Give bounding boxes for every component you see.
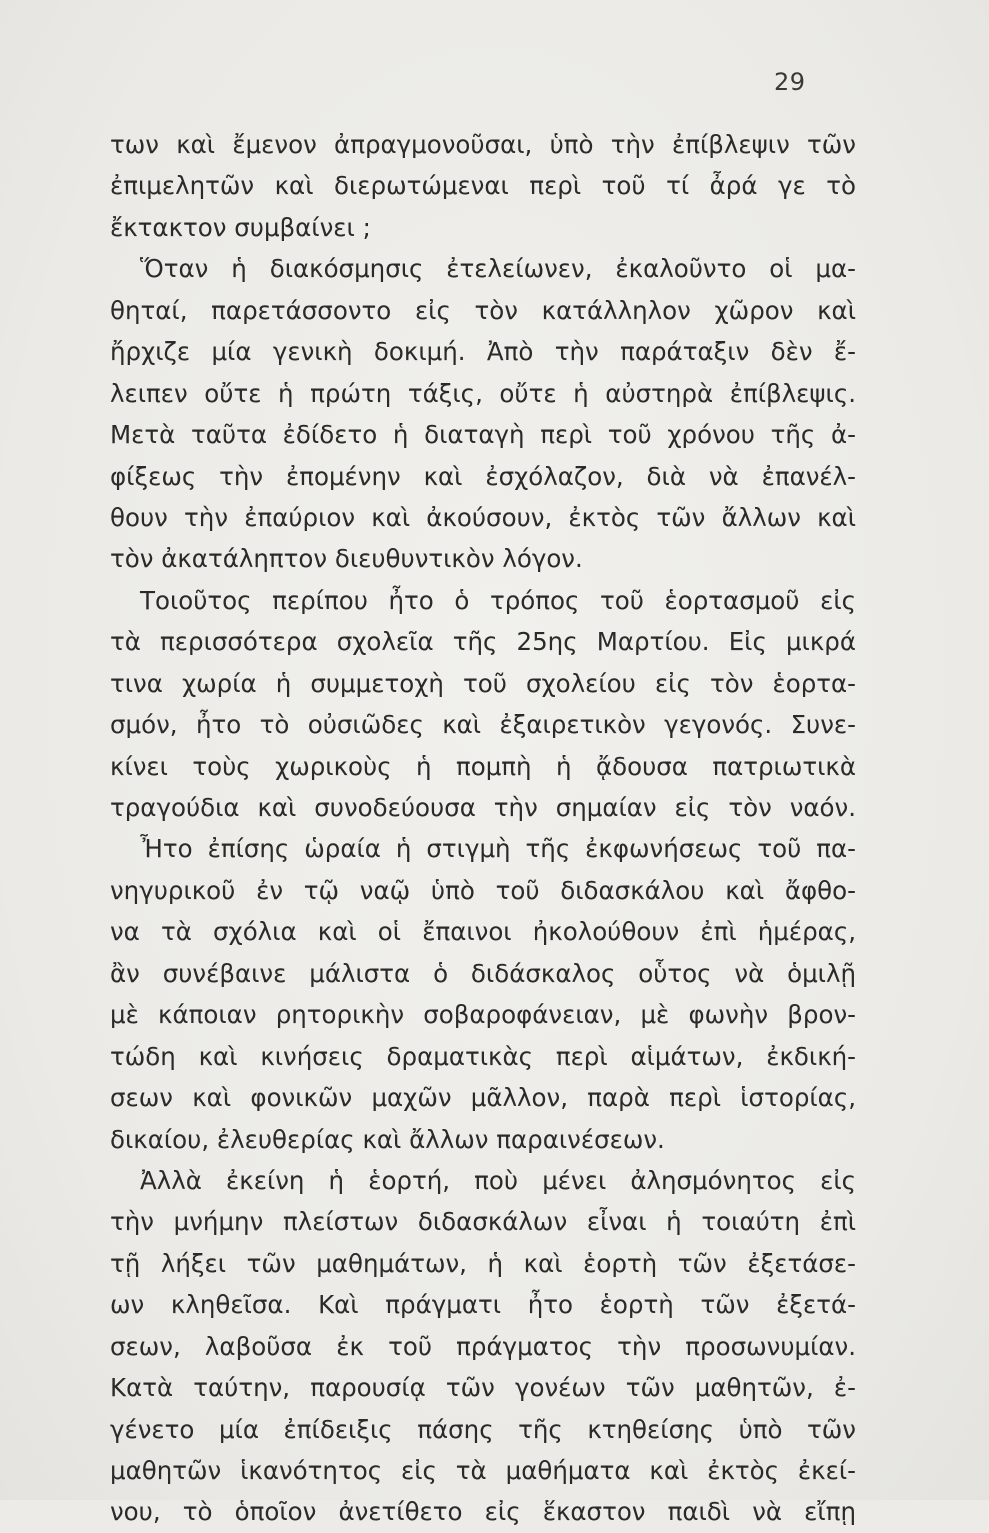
text-line: τὴν μνήμην πλείστων διδασκάλων εἶναι ἡ τοιαύτη ἐπὶ xyxy=(110,1207,856,1237)
page-number: 29 xyxy=(774,68,806,96)
text-line: Ἀλλὰ ἐκείνη ἡ ἑορτή, ποὺ μένει ἀλησμόνητος εἰς xyxy=(140,1165,856,1195)
text-line: θουν τὴν ἐπαύριον καὶ ἀκούσουν, ἐκτὸς τῶν ἄλλων καὶ xyxy=(110,502,856,532)
text-line: σεων καὶ φονικῶν μαχῶν μᾶλλον, παρὰ περὶ ἱστορίας, xyxy=(110,1083,856,1113)
text-line: σμόν, ἦτο τὸ οὐσιῶδες καὶ ἐξαιρετικὸν γεγονός. Συνε- xyxy=(110,710,856,740)
text-line: των καὶ ἔμενον ἀπραγμονοῦσαι, ὑπὸ τὴν ἐπίβλεψιν τῶν xyxy=(110,130,856,159)
text-line: τραγούδια καὶ συνοδεύουσα τὴν σημαίαν εἰς τὸν ναόν. xyxy=(110,793,856,822)
body-text xyxy=(110,124,856,1533)
text-line: να τὰ σχόλια καὶ οἱ ἔπαινοι ἠκολούθουν ἐπὶ ἡμέρας, xyxy=(110,917,856,947)
text-line: δικαίου, ἐλευθερίας καὶ ἄλλων παραινέσεων. xyxy=(110,1124,665,1154)
text-line: τώδη καὶ κινήσεις δραματικὰς περὶ αἱμάτων, ἐκδική- xyxy=(110,1041,856,1071)
text-line: ων κληθεῖσα. Καὶ πράγματι ἦτο ἑορτὴ τῶν ἐξετά- xyxy=(110,1290,856,1320)
text-line: νηγυρικοῦ ἐν τῷ ναῷ ὑπὸ τοῦ διδασκάλου καὶ ἄφθο- xyxy=(110,875,856,905)
text-line: ἐπιμελητῶν καὶ διερωτώμεναι περὶ τοῦ τί ἆρά γε τὸ xyxy=(110,171,856,201)
text-line: γένετο μία ἐπίδειξις πάσης τῆς κτηθείσης ὑπὸ τῶν xyxy=(110,1414,856,1444)
text-line: τὰ περισσότερα σχολεῖα τῆς 25ης Μαρτίου. Εἰς μικρά xyxy=(110,627,856,657)
text-line: Τοιοῦτος περίπου ἦτο ὁ τρόπος τοῦ ἑορτασμοῦ εἰς xyxy=(140,585,856,615)
text-line: ἂν συνέβαινε μάλιστα ὁ διδάσκαλος οὗτος νὰ ὁμιλῇ xyxy=(110,958,856,988)
text-line: ἤρχιζε μία γενικὴ δοκιμή. Ἀπὸ τὴν παράταξιν δὲν ἔ- xyxy=(110,337,856,367)
text-line: θηταί, παρετάσσοντο εἰς τὸν κατάλληλον χῶρον καὶ xyxy=(110,295,856,325)
text-line: κίνει τοὺς χωρικοὺς ἡ πομπὴ ἡ ᾄδουσα πατριωτικὰ xyxy=(110,751,856,781)
text-line: Κατὰ ταύτην, παρουσίᾳ τῶν γονέων τῶν μαθητῶν, ἐ- xyxy=(110,1373,856,1403)
text-line: τῇ λήξει τῶν μαθημάτων, ἡ καὶ ἑορτὴ τῶν ἐξετάσε- xyxy=(110,1248,856,1278)
text-line: Ἦτο ἐπίσης ὡραία ἡ στιγμὴ τῆς ἐκφωνήσεως τοῦ πα- xyxy=(140,834,856,864)
text-line: λειπεν οὔτε ἡ πρώτη τάξις, οὔτε ἡ αὐστηρὰ ἐπίβλεψις. xyxy=(110,378,856,408)
text-line: τὸν ἀκατάληπτον διευθυντικὸν λόγον. xyxy=(110,544,583,574)
text-line: σεων, λαβοῦσα ἐκ τοῦ πράγματος τὴν προσωνυμίαν. xyxy=(110,1331,856,1361)
text-line: μὲ κάποιαν ρητορικὴν σοβαροφάνειαν, μὲ φωνὴν βρον- xyxy=(110,1000,856,1030)
text-line: νου, τὸ ὁποῖον ἀνετίθετο εἰς ἕκαστον παιδὶ νὰ εἴπῃ xyxy=(110,1497,856,1527)
text-line: τινα χωρία ἡ συμμετοχὴ τοῦ σχολείου εἰς τὸν ἑορτα- xyxy=(110,668,856,698)
text-line: Ὅταν ἡ διακόσμησις ἐτελείωνεν, ἐκαλοῦντο οἱ μα- xyxy=(140,254,856,284)
text-line: Μετὰ ταῦτα ἐδίδετο ἡ διαταγὴ περὶ τοῦ χρόνου τῆς ἀ- xyxy=(110,420,856,450)
text-line: μαθητῶν ἱκανότητος εἰς τὰ μαθήματα καὶ ἐκτὸς ἐκεί- xyxy=(110,1456,856,1485)
text-line: ἔκτακτον συμβαίνει ; xyxy=(110,212,371,242)
text-line: φίξεως τὴν ἐπομένην καὶ ἐσχόλαζον, διὰ νὰ ἐπανέλ- xyxy=(110,461,856,491)
